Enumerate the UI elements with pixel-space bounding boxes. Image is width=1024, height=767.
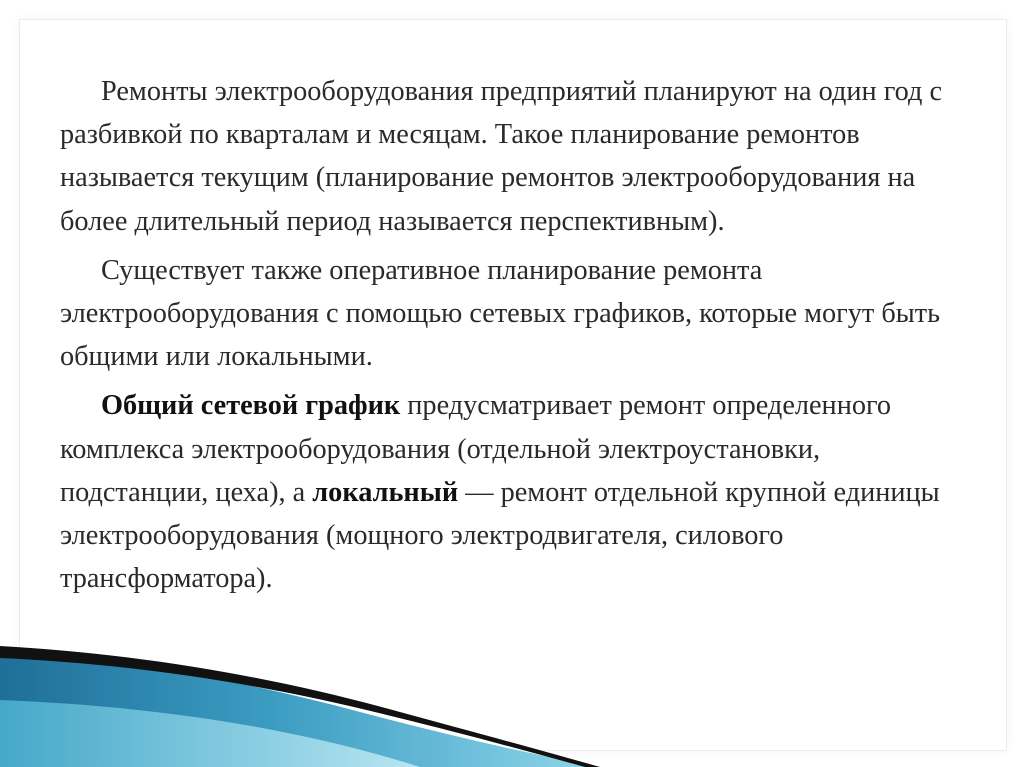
paragraph-3-text-part-1: предусматривает ремонт определенного комплекса электрооборудования (отдельной электроустановки, подстанции, цеха), а [60,390,892,508]
term-local: локальный [312,476,459,508]
paragraph-1-text: Ремонты электрооборудования предприятий планируют на один год с разбивкой по кварталам и месяцам. Такое планирование ремонтов называется текущим (планирование ремонтов электрооборудования на более длительный период называется перспективным). [60,76,943,237]
term-general-network-schedule: Общий сетевой график [101,390,401,422]
paragraph-3-text-part-2: — ремонт отдельной крупной единицы электрооборудования (мощного электродвигателя, силового трансформатора). [60,476,940,595]
paragraph-2-text: Существует также оперативное планирование ремонта электрооборудования с помощью сетевых графиков, которые могут быть общими или локальными. [60,254,941,373]
